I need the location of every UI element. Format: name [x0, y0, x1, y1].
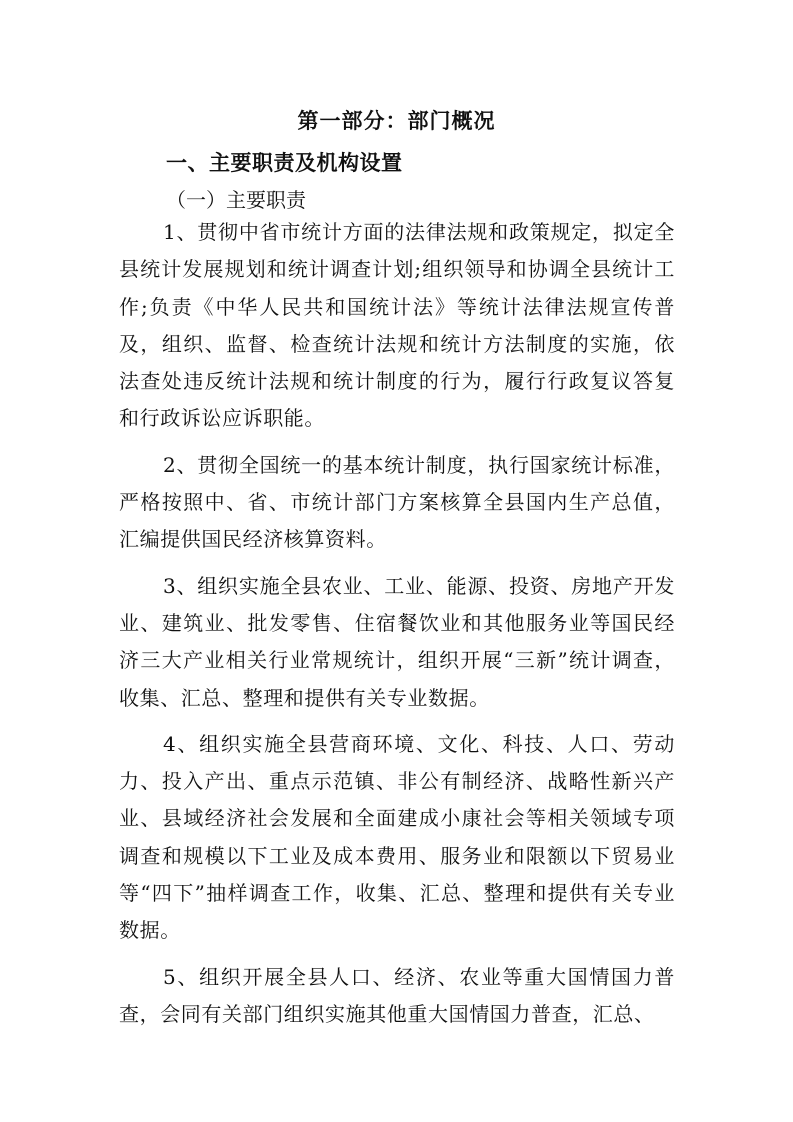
paragraph-5: 5、组织开展全县人口、经济、农业等重大国情国力普查，会同有关部门组织实施其他重大国情国力普查，汇总、: [119, 964, 675, 1026]
paragraph-1: 1、贯彻中省市统计方面的法律法规和政策规定，拟定全县统计发展规划和统计调查计划;组织领导和协调全县统计工作;负责《中华人民共和国统计法》等统计法律法规宣传普及，组织、监督、检查统计法规和统计方法制度的实施，依法查处违反统计法规和统计制度的行为，履行行政复议答复和行政诉讼应诉职能。: [119, 220, 675, 431]
paragraph-2: 2、贯彻全国统一的基本统计制度，执行国家统计标准，严格按照中、省、市统计部门方案核算全县国内生产总值，汇编提供国民经济核算资料。: [119, 452, 675, 552]
section-heading: 一、主要职责及机构设置: [166, 151, 403, 175]
body-text: [119, 214, 675, 1042]
part-title: 第一部分：部门概况: [297, 109, 496, 133]
subsection-heading: （一）主要职责: [166, 188, 306, 212]
paragraph-4: 4、组织实施全县营商环境、文化、科技、人口、劳动力、投入产出、重点示范镇、非公有制经济、战略性新兴产业、县域经济社会发展和全面建成小康社会等相关领域专项调查和规模以下工业及成本费用、服务业和限额以下贸易业等“四下”抽样调查工作，收集、汇总、整理和提供有关专业数据。: [119, 731, 675, 943]
paragraph-3: 3、组织实施全县农业、工业、能源、投资、房地产开发业、建筑业、批发零售、住宿餐饮业和其他服务业等国民经济三大产业相关行业常规统计，组织开展“三新”统计调查，收集、汇总、整理和提供有关专业数据。: [119, 573, 675, 710]
